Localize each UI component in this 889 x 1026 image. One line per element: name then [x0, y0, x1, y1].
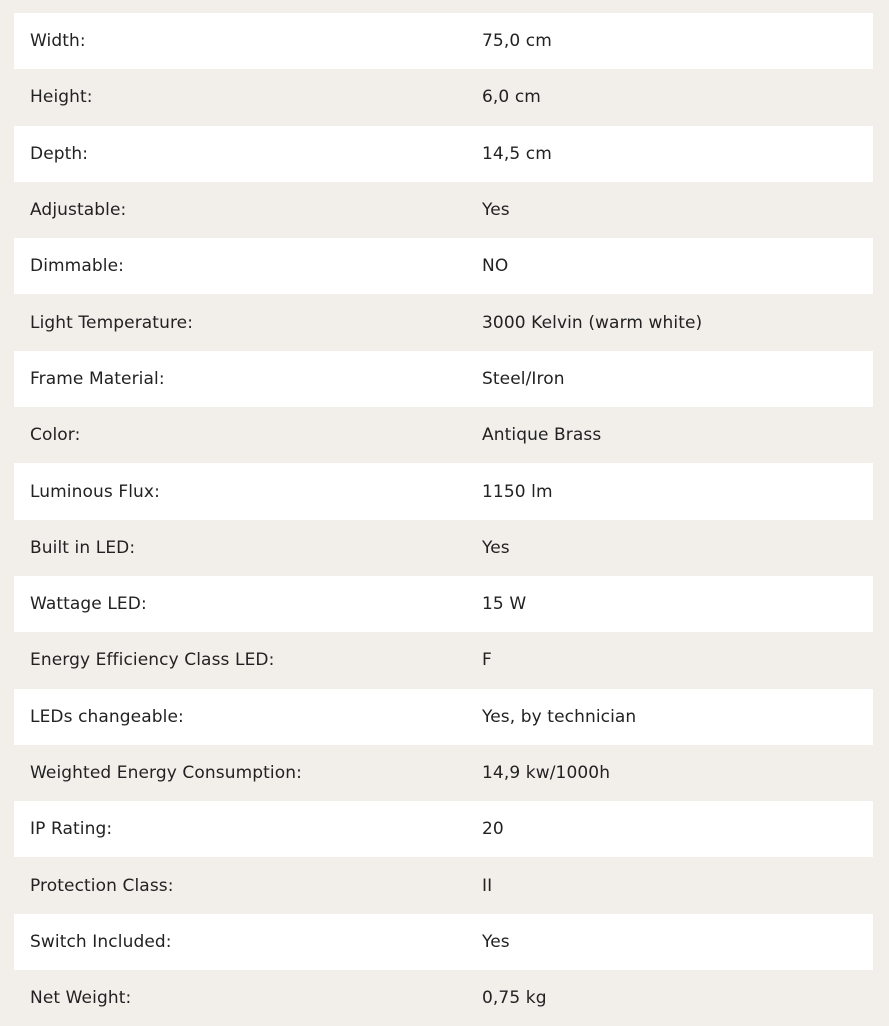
spec-row-color — [14, 407, 873, 463]
spec-value: Antique Brass — [482, 425, 602, 446]
spec-value: 75,0 cm — [482, 31, 552, 52]
spec-value: Yes — [482, 537, 510, 558]
spec-value: Yes — [482, 931, 510, 952]
spec-label: Switch Included: — [30, 931, 172, 952]
spec-label: Depth: — [30, 143, 89, 164]
spec-label: LEDs changeable: — [30, 706, 184, 727]
spec-value: 20 — [482, 819, 504, 840]
spec-row-frame-material — [14, 351, 873, 407]
spec-row-adjustable — [14, 182, 873, 238]
spec-value: 1150 lm — [482, 481, 553, 502]
spec-value: Steel/Iron — [482, 368, 565, 389]
spec-row-energy-efficiency-class — [14, 632, 873, 688]
spec-value: F — [482, 650, 492, 671]
spec-label: Color: — [30, 425, 81, 446]
spec-value: 14,5 cm — [482, 143, 552, 164]
spec-row-net-weight — [14, 970, 873, 1026]
spec-value: 3000 Kelvin (warm white) — [482, 312, 703, 333]
spec-row-protection-class — [14, 857, 873, 913]
spec-row-depth — [14, 126, 873, 182]
spec-label: Light Temperature: — [30, 312, 194, 333]
spec-value: II — [482, 875, 493, 896]
spec-row-built-in-led — [14, 520, 873, 576]
spec-value: Yes — [482, 200, 510, 221]
spec-row-switch-included — [14, 914, 873, 970]
spec-label: Height: — [30, 87, 93, 108]
spec-label: Adjustable: — [30, 200, 127, 221]
spec-label: Frame Material: — [30, 368, 165, 389]
spec-label: Wattage LED: — [30, 594, 147, 615]
spec-label: Width: — [30, 31, 86, 52]
spec-value: 15 W — [482, 594, 527, 615]
spec-label: Energy Efficiency Class LED: — [30, 650, 275, 671]
spec-row-wattage-led — [14, 576, 873, 632]
spec-label: Built in LED: — [30, 537, 136, 558]
spec-label: Dimmable: — [30, 256, 124, 277]
spec-label: Weighted Energy Consumption: — [30, 763, 302, 783]
spec-value: 6,0 cm — [482, 87, 541, 108]
spec-row-leds-changeable — [14, 689, 873, 745]
spec-row-dimmable — [14, 238, 873, 294]
spec-label: Luminous Flux: — [30, 481, 160, 502]
spec-row-weighted-energy-consumption — [14, 745, 873, 801]
spec-table — [14, 13, 873, 1026]
spec-value: 0,75 kg — [482, 988, 547, 1009]
spec-row-light-temperature — [14, 294, 873, 350]
spec-row-width — [14, 13, 873, 69]
spec-label: Protection Class: — [30, 875, 174, 896]
spec-row-height — [14, 69, 873, 125]
spec-value: NO — [482, 256, 509, 277]
spec-value: Yes, by technician — [482, 706, 637, 727]
spec-label: IP Rating: — [30, 819, 113, 840]
spec-row-luminous-flux — [14, 463, 873, 519]
spec-label: Net Weight: — [30, 988, 132, 1009]
spec-value: 14,9 kw/1000h — [482, 763, 611, 783]
spec-row-ip-rating — [14, 801, 873, 857]
